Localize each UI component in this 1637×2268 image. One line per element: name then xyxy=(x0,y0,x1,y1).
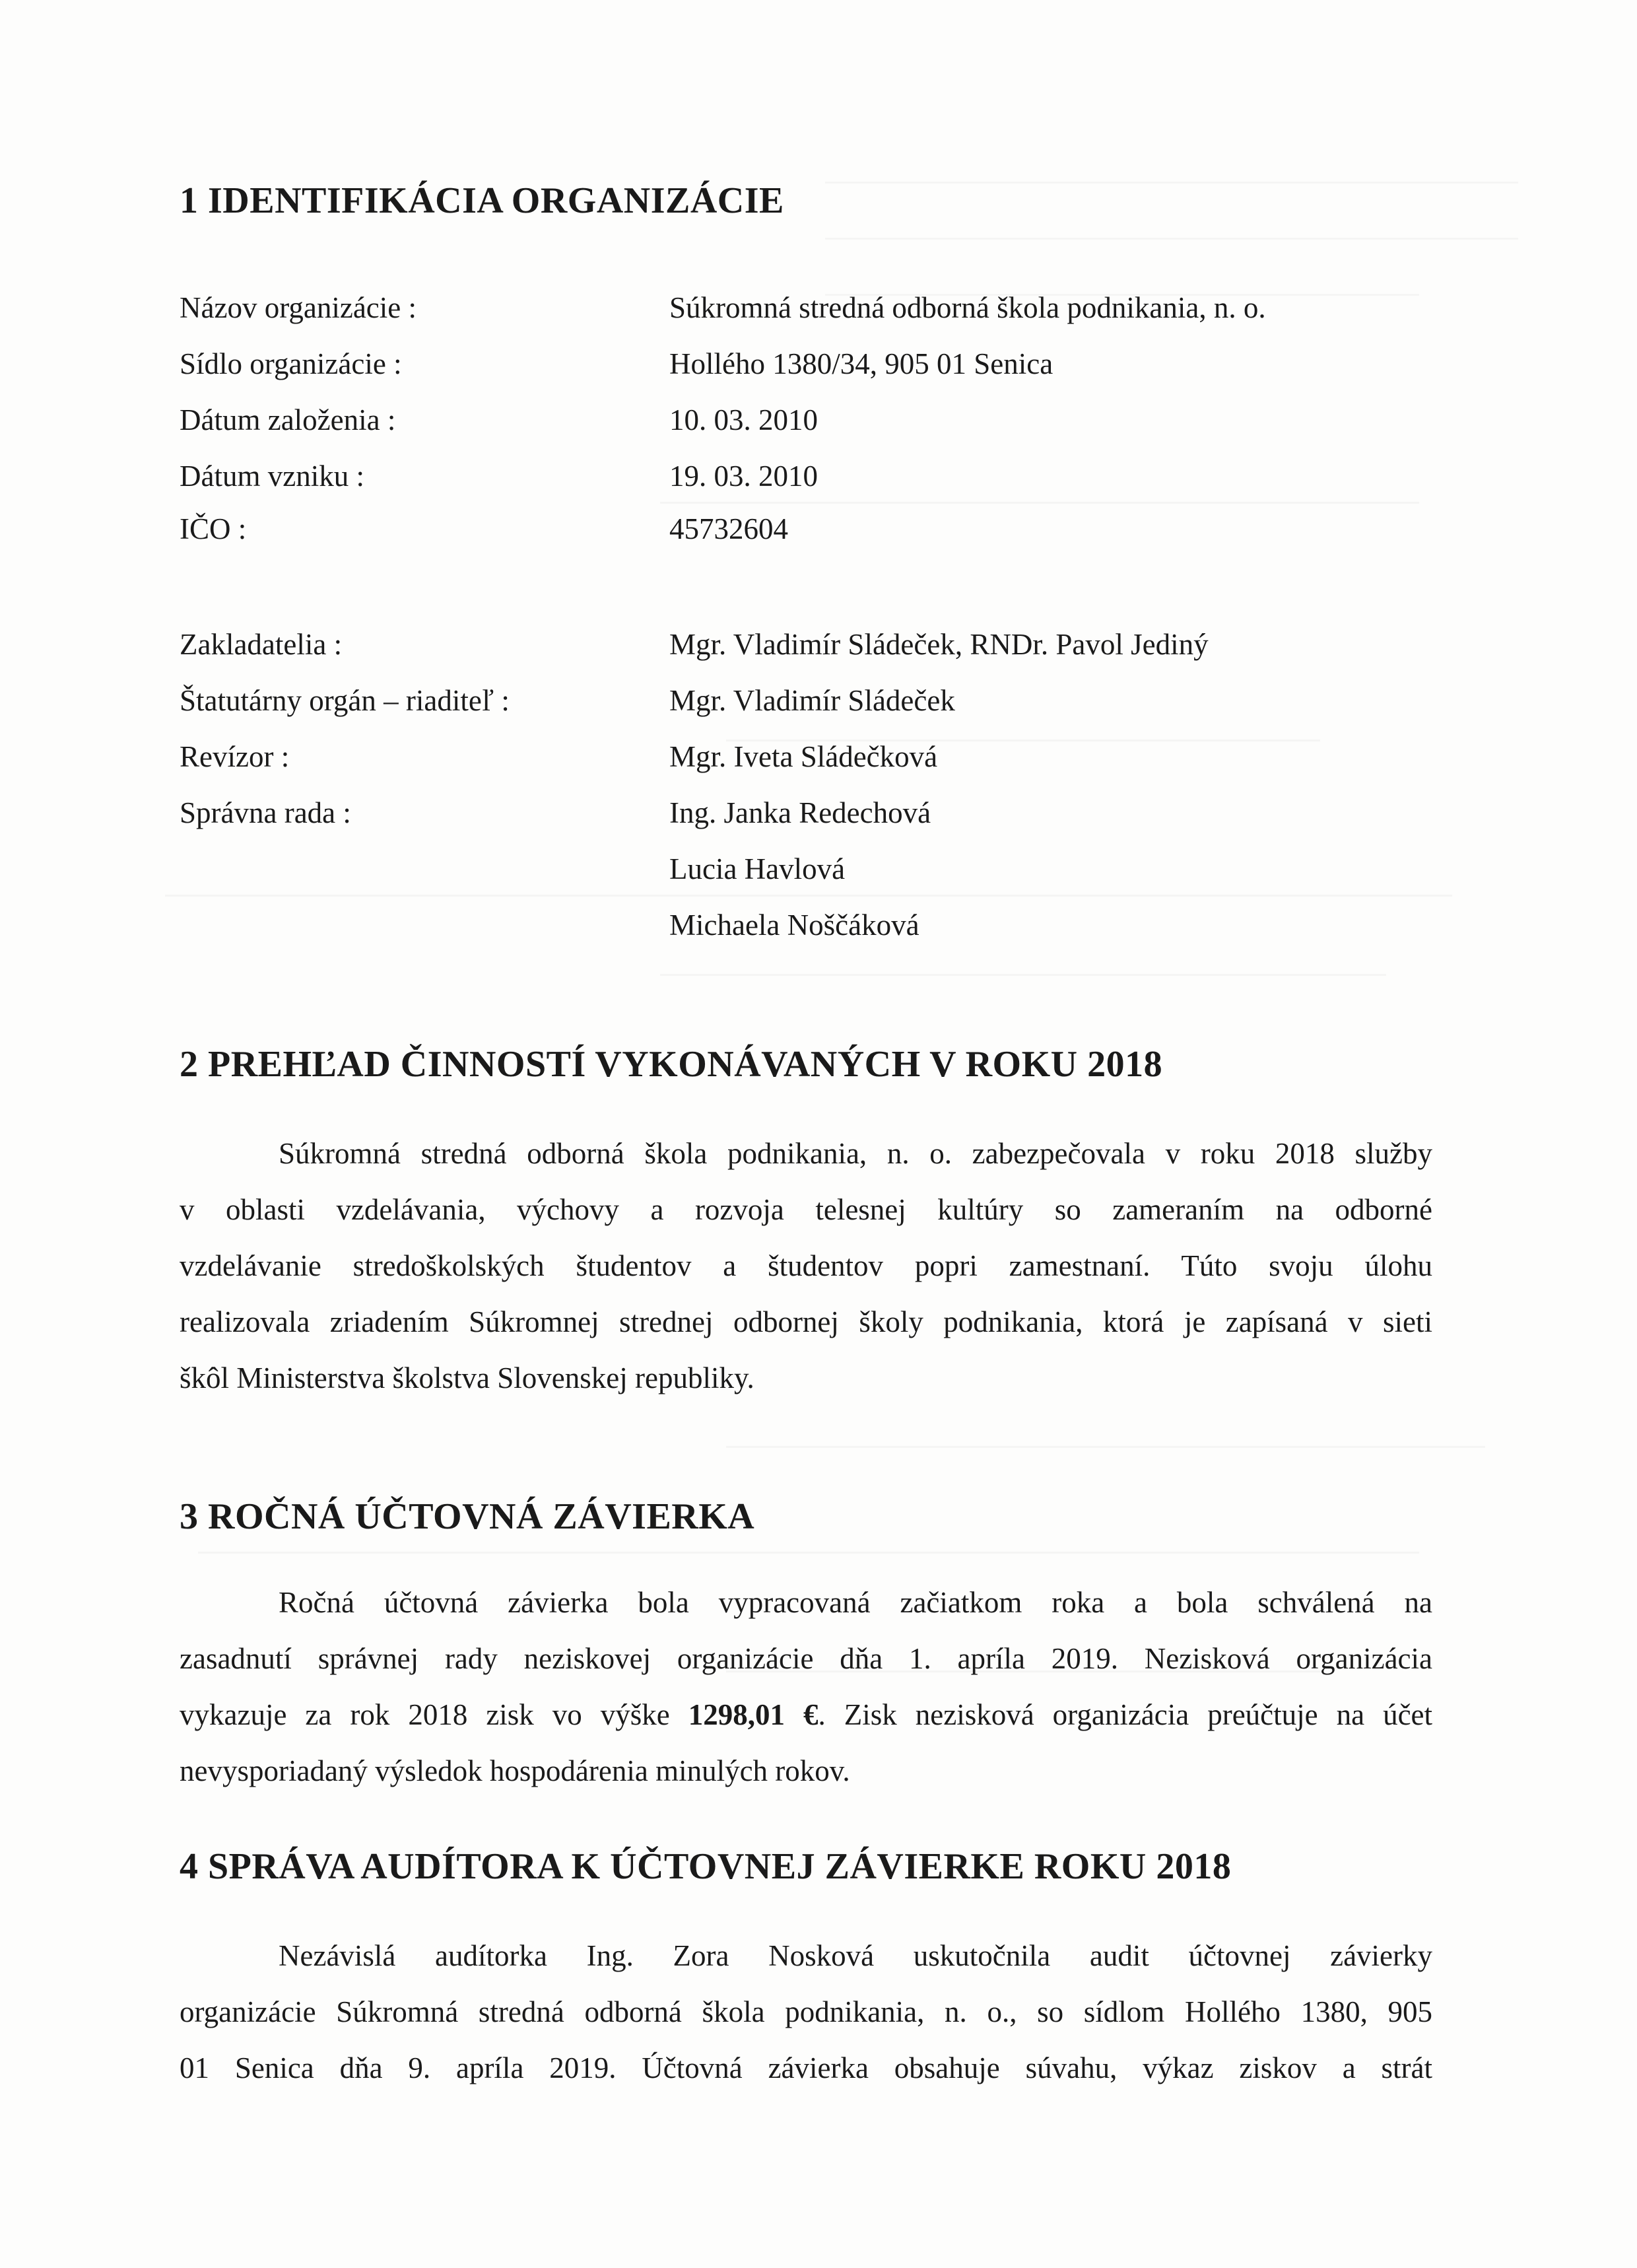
origin-date-value: 19. 03. 2010 xyxy=(669,460,818,493)
paragraph-line: 01 Senica dňa 9. apríla 2019. Účtovná závierka obsahuje súvahu, výkaz ziskov a strát xyxy=(180,2051,1432,2084)
statutory-body-label: Štatutárny orgán – riaditeľ : xyxy=(180,684,510,717)
board-member-3: Michaela Noščáková xyxy=(669,909,919,942)
ico-value: 45732604 xyxy=(669,512,788,545)
org-seat-label: Sídlo organizácie : xyxy=(180,347,402,380)
section-4-paragraph xyxy=(180,1928,1432,2096)
statutory-body-value: Mgr. Vladimír Sládeček xyxy=(669,684,955,717)
paragraph-line: organizácie Súkromná stredná odborná škola podnikania, n. o., so sídlom Hollého 1380, 905 xyxy=(180,1995,1432,2028)
section-2-heading: 2 PREHĽAD ČINNOSTÍ VYKONÁVANÝCH V ROKU 2018 xyxy=(180,1044,1163,1085)
paragraph-line: realizovala zriadením Súkromnej strednej odbornej školy podnikania, ktorá je zapísaná v sieti xyxy=(180,1305,1432,1338)
paragraph-line: Nezávislá audítorka Ing. Zora Nosková uskutočnila audit účtovnej závierky xyxy=(279,1939,1432,1972)
paragraph-line xyxy=(180,1687,1432,1743)
org-seat-value: Hollého 1380/34, 905 01 Senica xyxy=(669,347,1053,380)
board-label: Správna rada : xyxy=(180,796,351,829)
founding-date-label: Dátum založenia : xyxy=(180,403,396,436)
section-3-heading: 3 ROČNÁ ÚČTOVNÁ ZÁVIERKA xyxy=(180,1496,755,1537)
paragraph-line: škôl Ministerstva školstva Slovenskej republiky. xyxy=(180,1361,754,1394)
section-3-paragraph xyxy=(180,1575,1432,1799)
paragraph-line: Ročná účtovná závierka bola vypracovaná začiatkom roka a bola schválená na xyxy=(279,1586,1432,1619)
org-name-label: Názov organizácie : xyxy=(180,291,417,324)
section-1-heading: 1 IDENTIFIKÁCIA ORGANIZÁCIE xyxy=(180,180,784,221)
org-name-value: Súkromná stredná odborná škola podnikania, n. o. xyxy=(669,291,1266,324)
paragraph-line: v oblasti vzdelávania, výchovy a rozvoja telesnej kultúry so zameraním na odborné xyxy=(180,1193,1432,1226)
auditor-value: Mgr. Iveta Sládečková xyxy=(669,740,938,773)
paragraph-line: nevysporiadaný výsledok hospodárenia minulých rokov. xyxy=(180,1754,850,1787)
profit-amount: 1298,01 € xyxy=(688,1698,818,1731)
board-member-1: Ing. Janka Redechová xyxy=(669,796,931,829)
origin-date-label: Dátum vzniku : xyxy=(180,460,364,493)
board-member-2: Lucia Havlová xyxy=(669,852,846,885)
founders-label: Zakladatelia : xyxy=(180,628,343,661)
profit-text-post: . Zisk nezisková organizácia preúčtuje na účet xyxy=(818,1698,1433,1731)
ico-label: IČO : xyxy=(180,512,247,545)
auditor-label: Revízor : xyxy=(180,740,290,773)
profit-text-pre: vykazuje za rok 2018 zisk vo výške xyxy=(180,1698,688,1731)
paragraph-line: Súkromná stredná odborná škola podnikania, n. o. zabezpečovala v roku 2018 služby xyxy=(279,1137,1432,1170)
paragraph-line: vzdelávanie stredoškolských študentov a študentov popri zamestnaní. Túto svoju úlohu xyxy=(180,1249,1432,1282)
section-4-heading: 4 SPRÁVA AUDÍTORA K ÚČTOVNEJ ZÁVIERKE ROKU 2018 xyxy=(180,1846,1232,1887)
founding-date-value: 10. 03. 2010 xyxy=(669,403,818,436)
paragraph-line: zasadnutí správnej rady neziskovej organizácie dňa 1. apríla 2019. Nezisková organizácia xyxy=(180,1642,1432,1675)
section-2-paragraph xyxy=(180,1126,1432,1406)
founders-value: Mgr. Vladimír Sládeček, RNDr. Pavol Jediný xyxy=(669,628,1209,661)
